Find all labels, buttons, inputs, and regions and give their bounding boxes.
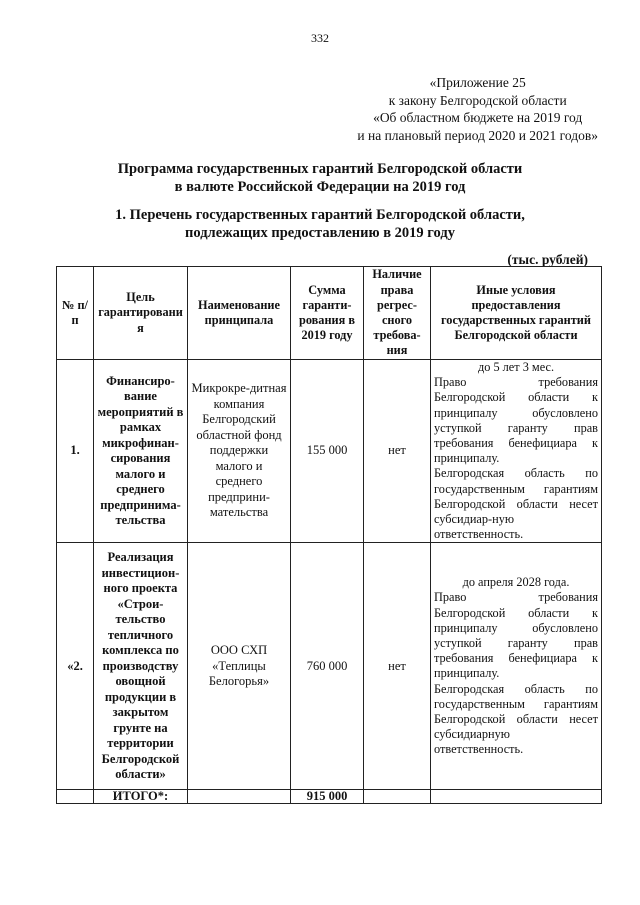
- table-row: [57, 360, 602, 543]
- other-conditions: [431, 543, 602, 790]
- condition-term: до 5 лет 3 мес.: [477, 360, 555, 374]
- header-conditions: Иные условия предоставления государственных гарантий Белгородской области: [431, 267, 602, 360]
- units-label: (тыс. рублей): [507, 252, 588, 267]
- condition-paragraph: Белгородская область по государственным гарантиям Белгородской области несет субсидиар-ную ответственность.: [434, 466, 598, 542]
- condition-paragraph: Право требования Белгородской области к принципалу обусловлено уступкой гаранту прав требования бенефициара к принципалу.: [434, 375, 598, 466]
- principal-name: ООО СХП «Теплицы Белогорья»: [188, 543, 291, 790]
- guarantee-goal: Финансиро-вание мероприятий в рамках микрофинан-сирования малого и среднего предпринима-тельства: [94, 360, 188, 543]
- document-title: [0, 160, 640, 196]
- appendix-line: «Об областном бюджете на 2019 год: [373, 110, 583, 125]
- total-empty-cell: [431, 790, 602, 804]
- appendix-line: «Приложение 25: [429, 75, 526, 90]
- row-number: «2.: [57, 543, 94, 790]
- condition-paragraph: Белгородская область по государственным гарантиям Белгородской области несет субсидиарную ответственность.: [434, 681, 598, 757]
- condition-term: до апреля 2028 года.: [462, 575, 570, 590]
- guarantee-amount: 760 000: [291, 543, 364, 790]
- total-empty-cell: [364, 790, 431, 804]
- header-goal: Цель гарантировани я: [94, 267, 188, 360]
- regress-right: нет: [364, 543, 431, 790]
- condition-paragraph: Право требования Белгородской области к принципалу обусловлено уступкой гаранту прав требования бенефициара к принципалу.: [434, 590, 598, 681]
- appendix-line: к закону Белгородской области: [388, 92, 567, 108]
- appendix-line: и на плановый период 2020 и 2021 годов»: [357, 127, 598, 143]
- appendix-header: [357, 74, 598, 144]
- title-line: Программа государственных гарантий Белгородской области: [117, 161, 523, 177]
- section-title-line: подлежащих предоставлению в 2019 году: [185, 225, 455, 241]
- guarantee-amount: 155 000: [291, 360, 364, 543]
- total-row: [57, 790, 602, 804]
- header-principal: Наименование принципала: [188, 267, 291, 360]
- guarantee-goal: Реализация инвестицион-ного проекта «Строи-тельство тепличного комплекса по производству овощной продукции в закрытом грунте на территории Белгородской области»: [94, 543, 188, 790]
- header-amount: Сумма гаранти-рования в 2019 году: [291, 267, 364, 360]
- header-regress: Наличие права регрес-сного требова-ния: [364, 267, 431, 360]
- regress-right: нет: [364, 360, 431, 543]
- row-number: 1.: [57, 360, 94, 543]
- section-title: [0, 206, 640, 242]
- total-amount: 915 000: [291, 790, 364, 804]
- total-label: ИТОГО*:: [94, 790, 188, 804]
- total-empty-cell: [57, 790, 94, 804]
- other-conditions: [431, 360, 602, 543]
- section-title-line: 1. Перечень государственных гарантий Белгородской области,: [115, 207, 525, 223]
- table-row: [57, 543, 602, 790]
- title-line: в валюте Российской Федерации на 2019 год: [174, 179, 466, 195]
- total-empty-cell: [188, 790, 291, 804]
- table-header-row: [57, 267, 602, 360]
- guarantees-table: [56, 266, 602, 804]
- header-num: № п/п: [57, 267, 94, 360]
- principal-name: Микрокре-дитная компания Белгородский областной фонд поддержки малого и среднего предприни-мательства: [188, 360, 291, 543]
- page-number: 332: [311, 31, 329, 45]
